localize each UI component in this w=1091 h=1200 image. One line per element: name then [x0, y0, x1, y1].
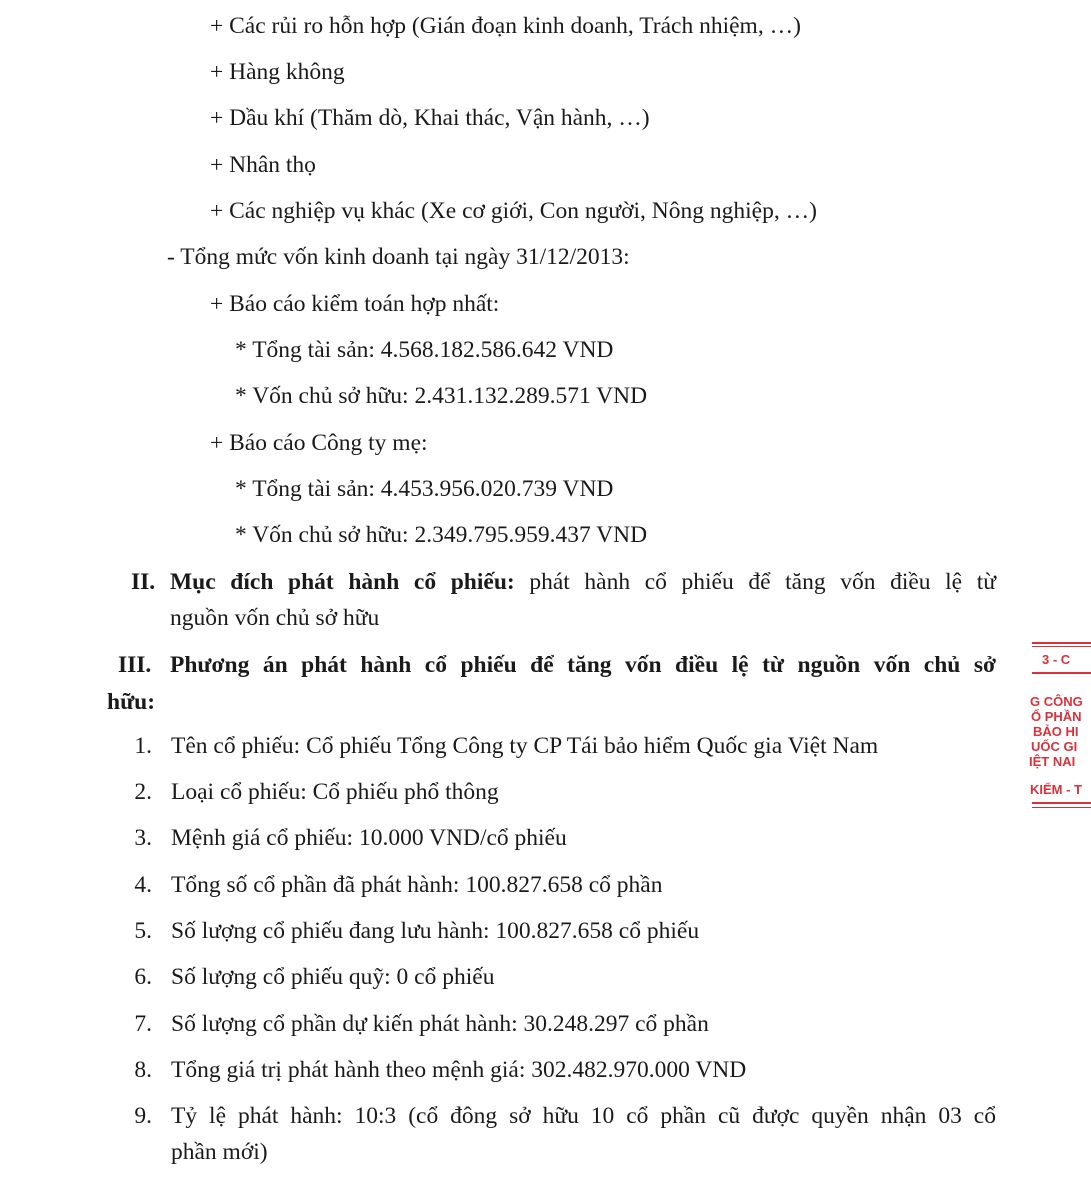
list-item-number: 7. [134, 1011, 152, 1037]
risk-item-1: + Các rủi ro hỗn hợp (Gián đoạn kinh doanh, Trách nhiệm, …) [210, 13, 801, 39]
consolidated-total-assets: * Tổng tài sản: 4.568.182.586.642 VND [235, 337, 614, 363]
risk-item-3: + Dầu khí (Thăm dò, Khai thác, Vận hành, …) [210, 105, 650, 131]
parent-total-assets: * Tổng tài sản: 4.453.956.020.739 VND [235, 476, 614, 502]
list-item-number: 6. [134, 964, 152, 990]
list-item-number: 8. [134, 1057, 152, 1083]
section-2-number: II. [131, 569, 156, 595]
list-item: Số lượng cổ phần dự kiến phát hành: 30.248.297 cổ phần [171, 1011, 709, 1037]
risk-item-2: + Hàng không [210, 59, 345, 85]
parent-equity: * Vốn chủ sở hữu: 2.349.795.959.437 VND [235, 522, 648, 548]
section-2-line2: nguồn vốn chủ sở hữu [170, 605, 380, 631]
list-item-number: 2. [134, 779, 152, 805]
seal-text: KIỂM - T [1030, 782, 1082, 797]
list-item-number: 1. [134, 733, 152, 759]
section-2-title: Mục đích phát hành cổ phiếu: [170, 569, 515, 595]
consolidated-label: + Báo cáo kiểm toán hợp nhất: [210, 291, 500, 317]
capital-heading: - Tổng mức vốn kinh doanh tại ngày 31/12/2013: [167, 244, 630, 270]
section-3-title-line1: Phương án phát hành cổ phiếu để tăng vốn điều lệ từ nguồn vốn chủ sở [170, 652, 996, 678]
risk-item-5: + Các nghiệp vụ khác (Xe cơ giới, Con người, Nông nghiệp, …) [210, 198, 817, 224]
list-item: Số lượng cổ phiếu đang lưu hành: 100.827.658 cổ phiếu [171, 918, 700, 944]
parent-label: + Báo cáo Công ty mẹ: [210, 430, 428, 456]
seal-text: IỆT NAI [1029, 754, 1076, 769]
list-item: Loại cổ phiếu: Cổ phiếu phổ thông [171, 779, 499, 805]
list-item-number: 3. [134, 825, 152, 851]
section-3-title-line2: hữu: [107, 689, 156, 715]
list-item-9-line2: phần mới) [171, 1139, 268, 1165]
consolidated-equity: * Vốn chủ sở hữu: 2.431.132.289.571 VND [235, 383, 648, 409]
list-item: Tổng số cổ phần đã phát hành: 100.827.658 cổ phần [171, 872, 663, 898]
section-3-number: III. [118, 652, 152, 678]
list-item-number: 4. [134, 872, 152, 898]
list-item: Số lượng cổ phiếu quỹ: 0 cổ phiếu [171, 964, 495, 990]
seal-text: UỐC GI [1031, 739, 1078, 754]
seal-text: 3 - C [1042, 652, 1071, 667]
list-item-number: 5. [134, 918, 152, 944]
list-item: Tên cổ phiếu: Cổ phiếu Tổng Công ty CP Tái bảo hiểm Quốc gia Việt Nam [171, 733, 879, 759]
list-item: Mệnh giá cổ phiếu: 10.000 VND/cổ phiếu [171, 825, 567, 851]
list-item-9-line1: Tỷ lệ phát hành: 10:3 (cổ đông sở hữu 10 cổ phần cũ được quyền nhận 03 cổ [171, 1103, 996, 1129]
seal-text: G CÔNG [1030, 694, 1083, 709]
seal-text: Ổ PHẦN [1031, 709, 1082, 724]
section-2-text-1: phát hành cổ phiếu để tăng vốn điều lệ từ [529, 569, 996, 595]
risk-item-4: + Nhân thọ [210, 152, 316, 178]
list-item: Tổng giá trị phát hành theo mệnh giá: 302.482.970.000 VND [171, 1057, 747, 1083]
seal-text: BẢO HI [1033, 724, 1079, 739]
list-item-number: 9. [134, 1103, 152, 1129]
section-2-line1 [170, 568, 996, 596]
company-seal [1012, 632, 1091, 832]
